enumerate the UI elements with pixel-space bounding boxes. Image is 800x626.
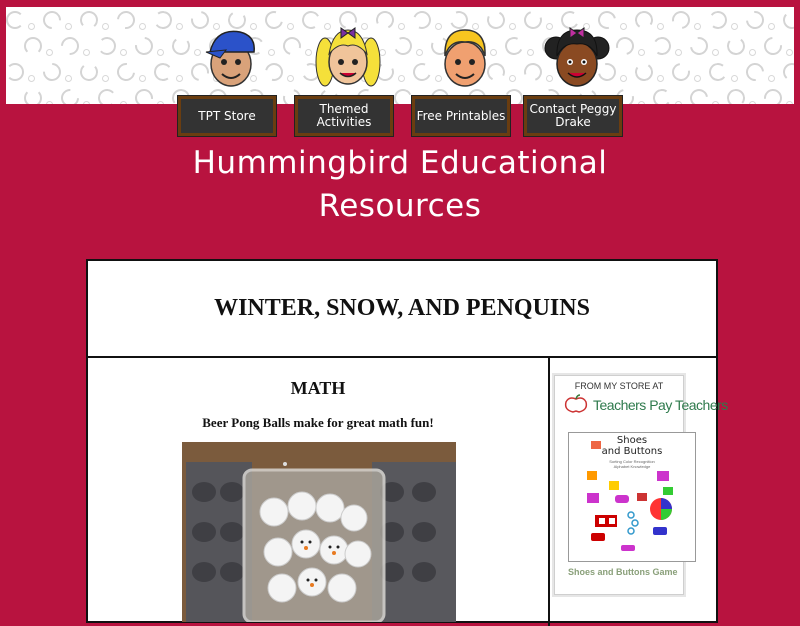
dot-decoration bbox=[176, 23, 183, 30]
dot-decoration bbox=[268, 49, 275, 56]
from-my-store-label: FROM MY STORE AT bbox=[574, 381, 664, 391]
dot-decoration bbox=[712, 101, 719, 104]
swirl-decoration bbox=[39, 7, 64, 32]
swirl-decoration bbox=[6, 63, 24, 81]
dot-decoration bbox=[768, 23, 775, 30]
apple-icon bbox=[561, 394, 591, 414]
swirl-decoration bbox=[24, 37, 42, 55]
dot-decoration bbox=[176, 75, 183, 82]
site-title: Hummingbird Educational Resources bbox=[192, 145, 608, 224]
dot-decoration bbox=[398, 75, 405, 82]
girl-pigtails-icon bbox=[313, 22, 383, 92]
dot-decoration bbox=[657, 75, 664, 82]
swirl-decoration bbox=[6, 11, 24, 29]
tpt-brand-text: Teachers Pay Teachers bbox=[593, 397, 728, 413]
dot-decoration bbox=[749, 49, 756, 56]
dot-decoration bbox=[46, 49, 53, 56]
nav-contact-button[interactable]: Contact Peggy Drake bbox=[524, 96, 622, 136]
swirl-decoration bbox=[24, 89, 42, 104]
product-subtitle: Sorting Color Recognition Alphabet Knowledge bbox=[609, 459, 655, 469]
swirl-decoration bbox=[726, 88, 746, 104]
swirl-decoration bbox=[783, 63, 794, 82]
dot-decoration bbox=[157, 101, 164, 104]
swirl-decoration bbox=[668, 59, 693, 84]
swirl-decoration bbox=[633, 9, 654, 30]
swirl-decoration bbox=[79, 62, 98, 81]
dot-decoration bbox=[120, 49, 127, 56]
dot-decoration bbox=[139, 23, 146, 30]
dot-decoration bbox=[749, 101, 756, 104]
dot-decoration bbox=[527, 49, 534, 56]
dot-decoration bbox=[65, 75, 72, 82]
dot-decoration bbox=[398, 23, 405, 30]
page-heading: WINTER, SNOW, AND PENQUINS bbox=[88, 261, 716, 358]
swirl-decoration bbox=[668, 7, 693, 32]
swirl-decoration bbox=[686, 33, 711, 58]
dot-decoration bbox=[509, 23, 516, 30]
dot-decoration bbox=[731, 23, 738, 30]
swirl-decoration bbox=[742, 59, 767, 84]
dot-decoration bbox=[786, 49, 793, 56]
dot-decoration bbox=[120, 101, 127, 104]
swirl-decoration bbox=[280, 34, 305, 59]
swirl-decoration bbox=[686, 85, 711, 104]
swirl-decoration bbox=[97, 88, 116, 104]
dot-decoration bbox=[287, 23, 294, 30]
product-illustration bbox=[569, 433, 695, 561]
swirl-decoration bbox=[79, 10, 98, 29]
dot-decoration bbox=[102, 23, 109, 30]
swirl-decoration bbox=[171, 36, 191, 56]
swirl-decoration bbox=[742, 7, 767, 32]
swirl-decoration bbox=[760, 33, 785, 58]
swirl-decoration bbox=[97, 36, 116, 55]
dot-decoration bbox=[620, 75, 627, 82]
product-title-line2: and Buttons bbox=[601, 446, 663, 457]
dot-decoration bbox=[46, 101, 53, 104]
swirl-decoration bbox=[503, 35, 526, 58]
swirl-decoration bbox=[708, 10, 728, 30]
swirl-decoration bbox=[783, 11, 794, 30]
nav-free-printables-button[interactable]: Free Printables bbox=[412, 96, 510, 136]
dot-decoration bbox=[416, 49, 423, 56]
math-caption: Beer Pong Balls make for great math fun! bbox=[202, 415, 434, 430]
dot-decoration bbox=[638, 101, 645, 104]
girl-dark-hair-icon bbox=[542, 22, 612, 92]
header-banner bbox=[6, 7, 794, 104]
dot-decoration bbox=[786, 101, 793, 104]
swirl-decoration bbox=[57, 33, 82, 58]
dot-decoration bbox=[712, 49, 719, 56]
dot-decoration bbox=[28, 23, 35, 30]
math-section-heading: MATH bbox=[290, 378, 346, 398]
swirl-decoration bbox=[113, 59, 138, 84]
product-link[interactable]: Shoes and Buttons Game bbox=[568, 567, 678, 577]
boy-blond-icon bbox=[430, 22, 500, 92]
ping-pong-balls-photo bbox=[182, 442, 456, 622]
dot-decoration bbox=[657, 23, 664, 30]
dot-decoration bbox=[731, 75, 738, 82]
swirl-decoration bbox=[153, 10, 173, 30]
swirl-decoration bbox=[651, 35, 672, 56]
swirl-decoration bbox=[153, 62, 173, 82]
egg-carton-photo-image bbox=[182, 442, 456, 622]
dot-decoration bbox=[65, 23, 72, 30]
swirl-decoration bbox=[651, 87, 672, 104]
dot-decoration bbox=[287, 75, 294, 82]
swirl-decoration bbox=[391, 34, 414, 57]
swirl-decoration bbox=[113, 7, 138, 32]
dot-decoration bbox=[139, 75, 146, 82]
dot-decoration bbox=[620, 23, 627, 30]
swirl-decoration bbox=[131, 33, 156, 58]
tpt-logo[interactable] bbox=[561, 394, 728, 416]
dot-decoration bbox=[28, 75, 35, 82]
dot-decoration bbox=[675, 49, 682, 56]
product-thumbnail[interactable] bbox=[568, 432, 696, 562]
boy-cap-icon bbox=[196, 22, 266, 92]
nav-tpt-store-button[interactable]: TPT Store bbox=[178, 96, 276, 136]
swirl-decoration bbox=[131, 85, 156, 104]
swirl-decoration bbox=[613, 34, 638, 59]
dot-decoration bbox=[694, 23, 701, 30]
dot-decoration bbox=[768, 75, 775, 82]
product-title-line1: Shoes bbox=[616, 435, 648, 446]
dot-decoration bbox=[694, 75, 701, 82]
dot-decoration bbox=[102, 75, 109, 82]
dot-decoration bbox=[305, 49, 312, 56]
swirl-decoration bbox=[708, 62, 728, 82]
dot-decoration bbox=[675, 101, 682, 104]
column-divider bbox=[548, 356, 550, 626]
nav-themed-activities-button[interactable]: Themed Activities bbox=[295, 96, 393, 136]
dot-decoration bbox=[638, 49, 645, 56]
content-panel bbox=[86, 259, 728, 623]
dot-decoration bbox=[83, 49, 90, 56]
swirl-decoration bbox=[760, 85, 785, 104]
dot-decoration bbox=[157, 49, 164, 56]
swirl-decoration bbox=[57, 85, 82, 104]
swirl-decoration bbox=[726, 36, 746, 56]
swirl-decoration bbox=[633, 61, 654, 82]
dot-decoration bbox=[83, 101, 90, 104]
swirl-decoration bbox=[39, 59, 64, 84]
dot-decoration bbox=[509, 75, 516, 82]
